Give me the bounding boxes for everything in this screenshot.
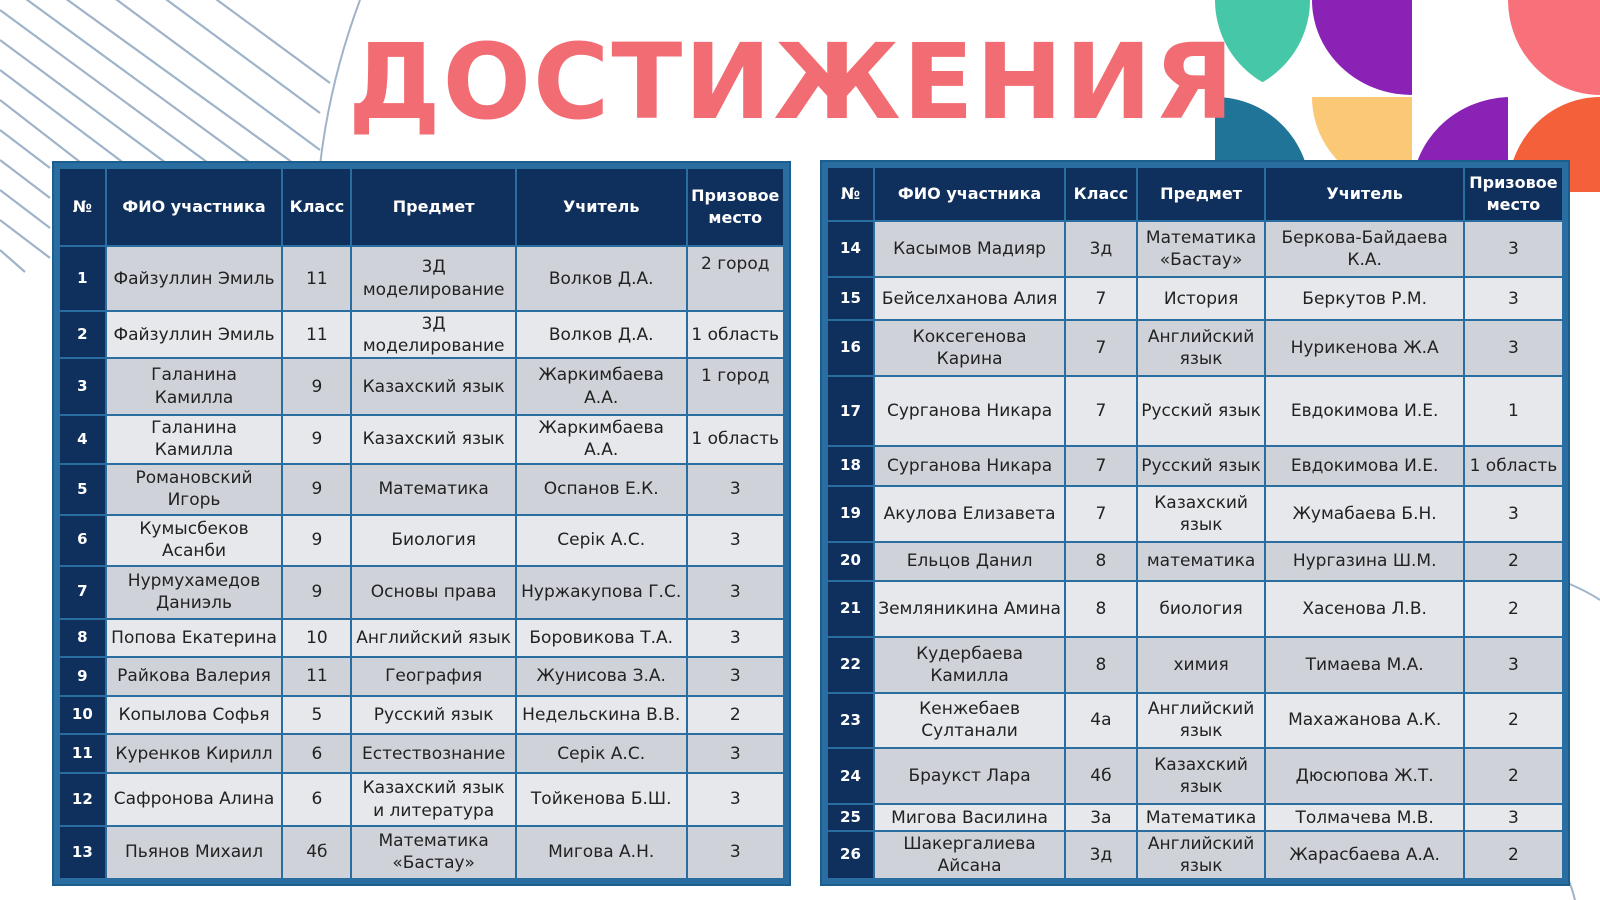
table-row [60,827,783,878]
table-header-row [828,168,1562,220]
subject-cell: Основы права [352,567,515,618]
participant-name: Романовский Игорь [107,465,282,514]
header-place: Призовое место [1465,168,1562,220]
row-number: 25 [828,805,873,830]
participant-name: Галанина Камилла [107,359,282,414]
participant-grade: 7 [1066,377,1136,445]
table-row [60,359,783,414]
page-title: ДОСТИЖЕНИЯ [348,21,1236,143]
table-row [60,620,783,657]
row-number: 2 [60,312,105,357]
subject-cell: Математика [352,465,515,514]
participant-name: Сурганова Никара [875,447,1064,484]
row-number: 9 [60,658,105,695]
participant-name: Кенжебаев Султанали [875,694,1064,748]
participant-name: Попова Екатерина [107,620,282,657]
row-number: 4 [60,416,105,463]
prize-place: 1 [1465,377,1562,445]
teacher-cell: Волков Д.А. [517,247,686,310]
row-number: 10 [60,697,105,734]
teacher-cell: Толмачева М.В. [1266,805,1462,830]
teacher-cell: Жунисова З.А. [517,658,686,695]
teacher-cell: Нурикенова Ж.А [1266,321,1462,375]
prize-place: 3 [1465,278,1562,319]
row-number: 23 [828,694,873,748]
subject-cell: Казахский язык [1138,749,1265,803]
teacher-cell: Беркова-Байдаева К.А. [1266,222,1462,276]
participant-grade: 9 [283,359,350,414]
table-row [828,447,1562,484]
teacher-cell: Жумабаева Б.Н. [1266,487,1462,541]
prize-place: 3 [688,658,784,695]
participant-grade: 3д [1066,832,1136,878]
row-number: 22 [828,638,873,692]
subject-cell: 3Д моделирование [352,247,515,310]
participant-grade: 8 [1066,638,1136,692]
prize-place: 3 [688,620,784,657]
participant-grade: 3д [1066,222,1136,276]
row-number: 1 [60,247,105,310]
teacher-cell: Волков Д.А. [517,312,686,357]
prize-place: 3 [688,827,784,878]
teacher-cell: Серік А.С. [517,735,686,772]
participant-name: Мигова Василина [875,805,1064,830]
table-row [828,487,1562,541]
participant-name: Сафронова Алина [107,774,282,825]
prize-place: 3 [688,735,784,772]
teacher-cell: Евдокимова И.Е. [1266,447,1462,484]
subject-cell: Русский язык [1138,377,1265,445]
participant-grade: 9 [283,567,350,618]
participant-name: Райкова Валерия [107,658,282,695]
header-name: ФИО участника [107,169,282,245]
teacher-cell: Евдокимова И.Е. [1266,377,1462,445]
subject-cell: биология [1138,582,1265,636]
row-number: 14 [828,222,873,276]
participant-grade: 7 [1066,447,1136,484]
prize-place: 3 [688,774,784,825]
subject-cell: Математика «Бастау» [1138,222,1265,276]
row-number: 11 [60,735,105,772]
participant-name: Коксегенова Карина [875,321,1064,375]
participant-grade: 9 [283,416,350,463]
participant-grade: 11 [283,312,350,357]
subject-cell: химия [1138,638,1265,692]
participant-name: Ельцов Данил [875,543,1064,580]
table-row [60,774,783,825]
header-teacher: Учитель [517,169,686,245]
participant-name: Кудербаева Камилла [875,638,1064,692]
participant-grade: 11 [283,247,350,310]
participant-name: Акулова Елизавета [875,487,1064,541]
table-row [828,222,1562,276]
prize-place: 3 [688,465,784,514]
subject-cell: История [1138,278,1265,319]
teacher-cell: Тойкенова Б.Ш. [517,774,686,825]
prize-place: 3 [688,516,784,565]
participant-grade: 8 [1066,543,1136,580]
subject-cell: 3Д моделирование [352,312,515,357]
table-row [828,832,1562,878]
participant-grade: 11 [283,658,350,695]
participant-grade: 9 [283,465,350,514]
right-table-body [828,222,1562,878]
row-number: 18 [828,447,873,484]
subject-cell: Естествознание [352,735,515,772]
teacher-cell: Нургазина Ш.М. [1266,543,1462,580]
participant-name: Куренков Кирилл [107,735,282,772]
prize-place: 3 [1465,487,1562,541]
participant-name: Галанина Камилла [107,416,282,463]
teacher-cell: Беркутов Р.М. [1266,278,1462,319]
table-row [60,247,783,310]
teacher-cell: Боровикова Т.А. [517,620,686,657]
teacher-cell: Махажанова А.К. [1266,694,1462,748]
table-row [60,465,783,514]
table-header-row [60,169,783,245]
teacher-cell: Хасенова Л.В. [1266,582,1462,636]
participant-name: Копылова Софья [107,697,282,734]
participant-name: Бейселханова Алия [875,278,1064,319]
prize-place: 3 [688,567,784,618]
teacher-cell: Жаркимбаева А.А. [517,359,686,414]
row-number: 19 [828,487,873,541]
header-subject: Предмет [352,169,515,245]
header-number: № [60,169,105,245]
row-number: 16 [828,321,873,375]
participant-grade: 10 [283,620,350,657]
table-row [60,416,783,463]
table-row [828,805,1562,830]
teacher-cell: Дюсюпова Ж.Т. [1266,749,1462,803]
header-number: № [828,168,873,220]
participant-grade: 7 [1066,278,1136,319]
subject-cell: Английский язык [1138,694,1265,748]
row-number: 6 [60,516,105,565]
prize-place: 2 [1465,749,1562,803]
participant-grade: 9 [283,516,350,565]
row-number: 7 [60,567,105,618]
row-number: 13 [60,827,105,878]
teacher-cell: Тимаева М.А. [1266,638,1462,692]
table-row [828,321,1562,375]
prize-place: 2 [1465,582,1562,636]
subject-cell: математика [1138,543,1265,580]
prize-place: 2 [1465,543,1562,580]
prize-place: 1 область [1465,447,1562,484]
subject-cell: Русский язык [352,697,515,734]
table-row [60,697,783,734]
participant-name: Файзуллин Эмиль [107,247,282,310]
subject-cell: Казахский язык [1138,487,1265,541]
participant-grade: 4б [1066,749,1136,803]
row-number: 3 [60,359,105,414]
prize-place: 3 [1465,805,1562,830]
subject-cell: Математика [1138,805,1265,830]
table-row [60,312,783,357]
subject-cell: География [352,658,515,695]
header-grade: Класс [1066,168,1136,220]
table-row [828,694,1562,748]
subject-cell: Английский язык [352,620,515,657]
participant-grade: 4б [283,827,350,878]
participant-grade: 4а [1066,694,1136,748]
participant-name: Пьянов Михаил [107,827,282,878]
left-table-frame [54,163,789,884]
header-subject: Предмет [1138,168,1265,220]
prize-place: 1 область [688,416,784,463]
row-number: 21 [828,582,873,636]
table-row [828,543,1562,580]
teacher-cell: Недельскина В.В. [517,697,686,734]
subject-cell: Математика «Бастау» [352,827,515,878]
subject-cell: Казахский язык [352,359,515,414]
row-number: 8 [60,620,105,657]
teacher-cell: Нуржакупова Г.С. [517,567,686,618]
teacher-cell: Жарасбаева А.А. [1266,832,1462,878]
left-table-body [60,247,783,878]
subject-cell: Английский язык [1138,321,1265,375]
row-number: 15 [828,278,873,319]
subject-cell: Биология [352,516,515,565]
teacher-cell: Жаркимбаева А.А. [517,416,686,463]
achievements-table-left [58,167,785,880]
participant-grade: 7 [1066,321,1136,375]
table-row [828,582,1562,636]
prize-place: 3 [1465,321,1562,375]
participant-grade: 8 [1066,582,1136,636]
table-row [60,516,783,565]
participant-grade: 6 [283,774,350,825]
table-row [828,638,1562,692]
prize-place: 2 город [688,247,784,310]
prize-place: 1 город [688,359,784,414]
participant-grade: 6 [283,735,350,772]
subject-cell: Казахский язык и литература [352,774,515,825]
table-row [828,278,1562,319]
teacher-cell: Мигова А.Н. [517,827,686,878]
subject-cell: Английский язык [1138,832,1265,878]
table-row [60,567,783,618]
row-number: 12 [60,774,105,825]
row-number: 24 [828,749,873,803]
header-grade: Класс [283,169,350,245]
table-row [828,749,1562,803]
prize-place: 2 [688,697,784,734]
participant-name: Браукст Лара [875,749,1064,803]
row-number: 20 [828,543,873,580]
participant-name: Земляникина Амина [875,582,1064,636]
prize-place: 2 [1465,694,1562,748]
subject-cell: Казахский язык [352,416,515,463]
table-row [60,735,783,772]
header-name: ФИО участника [875,168,1064,220]
prize-place: 1 область [688,312,784,357]
prize-place: 3 [1465,222,1562,276]
participant-name: Касымов Мадияр [875,222,1064,276]
participant-name: Файзуллин Эмиль [107,312,282,357]
table-row [60,658,783,695]
table-row [828,377,1562,445]
participant-name: Нурмухамедов Даниэль [107,567,282,618]
achievements-table-right [826,166,1564,880]
participant-grade: 3а [1066,805,1136,830]
teacher-cell: Оспанов Е.К. [517,465,686,514]
participant-name: Сурганова Никара [875,377,1064,445]
participant-name: Кумысбеков Асанби [107,516,282,565]
header-teacher: Учитель [1266,168,1462,220]
participant-grade: 5 [283,697,350,734]
header-place: Призовое место [688,169,784,245]
subject-cell: Русский язык [1138,447,1265,484]
prize-place: 2 [1465,832,1562,878]
prize-place: 3 [1465,638,1562,692]
row-number: 5 [60,465,105,514]
participant-grade: 7 [1066,487,1136,541]
teacher-cell: Серік А.С. [517,516,686,565]
participant-name: Шакергалиева Айсана [875,832,1064,878]
row-number: 26 [828,832,873,878]
row-number: 17 [828,377,873,445]
right-table-frame [822,162,1568,884]
